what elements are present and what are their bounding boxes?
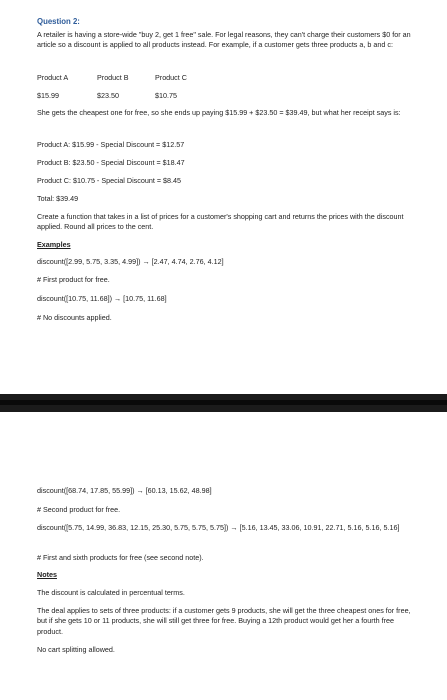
receipt-line: Product B: $23.50 - Special Discount = $18.47 (37, 158, 185, 167)
product-b-price: $23.50 (97, 91, 119, 100)
product-b-label: Product B (97, 73, 129, 82)
note-item: The deal applies to sets of three products: if a customer gets 9 products, she will get the three cheapest ones for free, but if she gets 10 or 11 products, she will still get three for free. Buying a 12th product would get her a fourth free product. (37, 606, 411, 636)
note-item: No cart splitting allowed. (37, 645, 115, 654)
explanation-text: She gets the cheapest one for free, so she ends up paying $15.99 + $23.50 = $39.49, but what her receipt says is: (37, 108, 401, 117)
notes-header: Notes (37, 570, 57, 579)
example-comment: # Second product for free. (37, 505, 121, 514)
example-comment: # First product for free. (37, 275, 110, 284)
document-page-bottom (0, 412, 447, 700)
example-comment: # No discounts applied. (37, 313, 112, 322)
product-a-label: Product A (37, 73, 69, 82)
receipt-line: Product C: $10.75 - Special Discount = $8.45 (37, 176, 182, 185)
page-separator (0, 394, 447, 412)
examples-header: Examples (37, 240, 71, 249)
product-table-prices (37, 91, 215, 101)
receipt-total: Total: $39.49 (37, 194, 79, 203)
example-call: discount([68.74, 17.85, 55.99]) → [60.13, 15.62, 48.98] (37, 486, 212, 495)
product-c-label: Product C (155, 73, 187, 82)
question-title: Question 2: (37, 17, 80, 26)
product-c-price: $10.75 (155, 91, 177, 100)
example-call: discount([10.75, 11.68]) → [10.75, 11.68] (37, 294, 167, 303)
product-a-price: $15.99 (37, 91, 59, 100)
example-call: discount([2.99, 5.75, 3.35, 4.99]) → [2.47, 4.74, 2.76, 4.12] (37, 257, 224, 266)
question-intro: A retailer is having a store-wide "buy 2, get 1 free" sale. For legal reasons, they can't charge their customers $0 for an article so a discount is applied to all products instead. For example, if a customer gets three products a, b and c: (37, 30, 411, 50)
task-text: Create a function that takes in a list of prices for a customer's shopping cart and returns the prices with the discount applied. Round all prices to the cent. (37, 212, 404, 232)
note-item: The discount is calculated in percentual terms. (37, 588, 185, 597)
product-table-header (37, 73, 215, 83)
example-call: discount([5.75, 14.99, 36.83, 12.15, 25.30, 5.75, 5.75, 5.75]) → [5.16, 13.45, 33.06, 10.91, 22.71, 5.16, 5.16, 5.16] (37, 523, 400, 532)
example-comment: # First and sixth products for free (see second note). (37, 553, 204, 562)
receipt-line: Product A: $15.99 - Special Discount = $12.57 (37, 140, 185, 149)
